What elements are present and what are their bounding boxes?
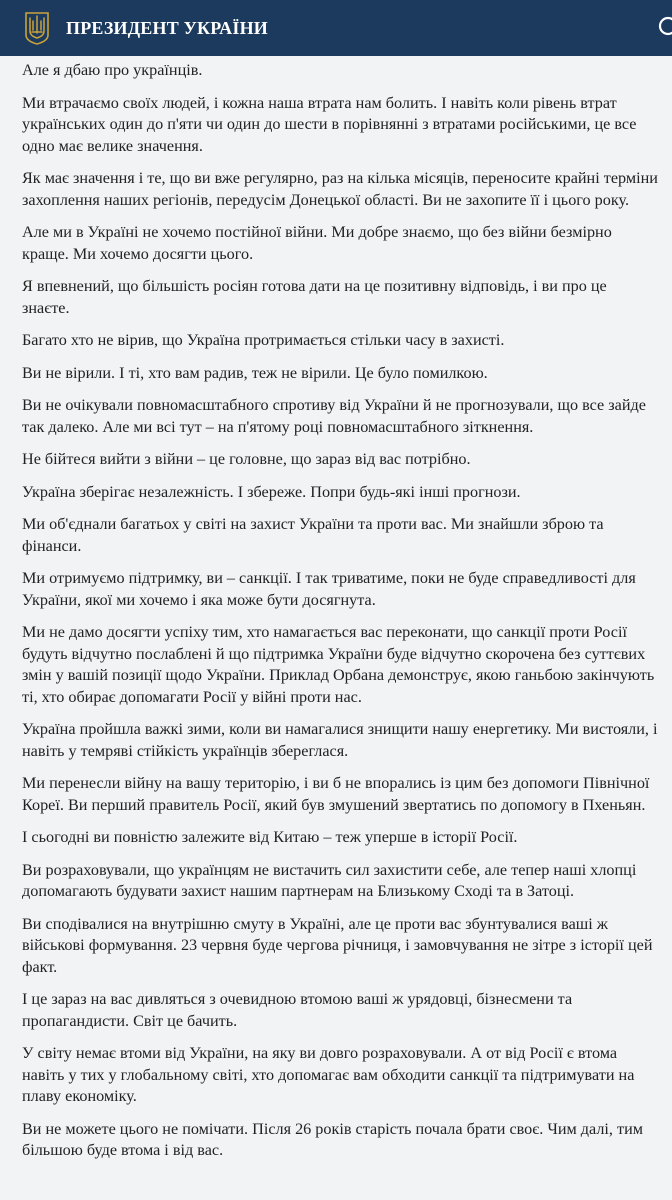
paragraph: Ми отримуємо підтримку, ви – санкції. І так триватиме, поки не буде справедливості для України, якої ми хочемо і яка може бути досягнута. <box>22 569 636 609</box>
paragraph: Ви не вірили. І ті, хто вам радив, теж не вірили. Це було помилкою. <box>22 363 488 382</box>
paragraph: Ми втрачаємо своїх людей, і кожна наша втрата нам болить. І навіть коли рівень втрат українських один до п'яти чи один до шести в порівнянні з втратами російськими, це все одно має велике значення. <box>22 93 637 155</box>
article-body <box>0 56 672 1162</box>
paragraph: У світу немає втоми від України, на яку ви довго розраховували. А от від Росії є втома навіть у тих у глобальному світі, хто допомагає вам обходити санкції та підтримувати на плаву економіку. <box>22 1044 635 1105</box>
paragraph: Не бійтеся вийти з війни – це головне, що зараз від вас потрібно. <box>22 450 471 468</box>
paragraph: Ви не очікували повномасштабного спротиву від України й не прогнозували, що все зайде так далеко. Але ми всі тут – на п'ятому році повномасштабного зіткнення. <box>22 396 646 436</box>
paragraph: Ви розраховували, що українцям не вистачить сил захистити себе, але тепер наші хлопці допомагають будувати захист нашим партнерам на Близькому Сході та в Затоці. <box>22 860 637 900</box>
site-header <box>0 0 672 56</box>
paragraph: І це зараз на вас дивляться з очевидною втомою ваші ж урядовці, бізнесмени та пропагандисти. Світ це бачить. <box>22 990 573 1030</box>
paragraph: Багато хто не вірив, що Україна протримається стільки часу в захисті. <box>22 331 505 349</box>
site-title[interactable]: ПРЕЗИДЕНТ УКРАЇНИ <box>66 17 268 38</box>
paragraph: Але ми в Україні не хочемо постійної війни. Ми добре знаємо, що без війни безмірно краще. Ми хочемо досягти цього. <box>22 223 612 263</box>
paragraph: Україна пройшла важкі зими, коли ви намагалися знищити нашу енергетику. Ми вистояли, і навіть у темряві стійкість українців збереглася. <box>22 720 658 760</box>
paragraph: Ви не можете цього не помічати. Після 26 років старість почала брати своє. Чим далі, тим більшою буде втома і від вас. <box>22 1119 644 1159</box>
paragraph: І сьогодні ви повністю залежите від Китаю – теж уперше в історії Росії. <box>22 828 518 846</box>
paragraph: Ви сподівалися на внутрішню смуту в Україні, але це проти вас збунтувалися ваші ж військові формування. 23 червня буде чергова річниця, і замовчування не зітре з історії цей факт. <box>22 914 653 976</box>
search-icon[interactable] <box>654 12 672 44</box>
paragraph: Як має значення і те, що ви вже регулярно, раз на кілька місяців, переносите крайні терміни захоплення наших регіонів, передусім Донецької області. Ви не захопите її і цього року. <box>22 169 658 209</box>
paragraph: Я впевнений, що більшість росіян готова дати на це позитивну відповідь, і ви про це знаєте. <box>22 277 607 317</box>
trident-icon[interactable] <box>22 10 52 46</box>
paragraph: Ми об'єднали багатьох у світі на захист України та проти вас. Ми знайшли зброю та фінанси. <box>22 515 604 555</box>
paragraph: Україна зберігає незалежність. І збереже. Попри будь-які інші прогнози. <box>22 482 521 501</box>
paragraph: Ми не дамо досягти успіху тим, хто намагається вас переконати, що санкції проти Росії будуть відчутно послаблені й що підтримка України буде відчутно скорочена без суттєвих змін у вашій позиції щодо України. Приклад Орбана демонструє, якою ганьбою закінчують ті, хто обирає допомагати Росії у війні проти нас. <box>22 623 655 706</box>
paragraph: Ми перенесли війну на вашу територію, і ви б не впорались із цим без допомоги Північної Кореї. Ви перший правитель Росії, який був змушений звертатись по допомогу в Пхеньян. <box>22 774 650 814</box>
paragraph: Але я дбаю про українців. <box>22 61 203 79</box>
